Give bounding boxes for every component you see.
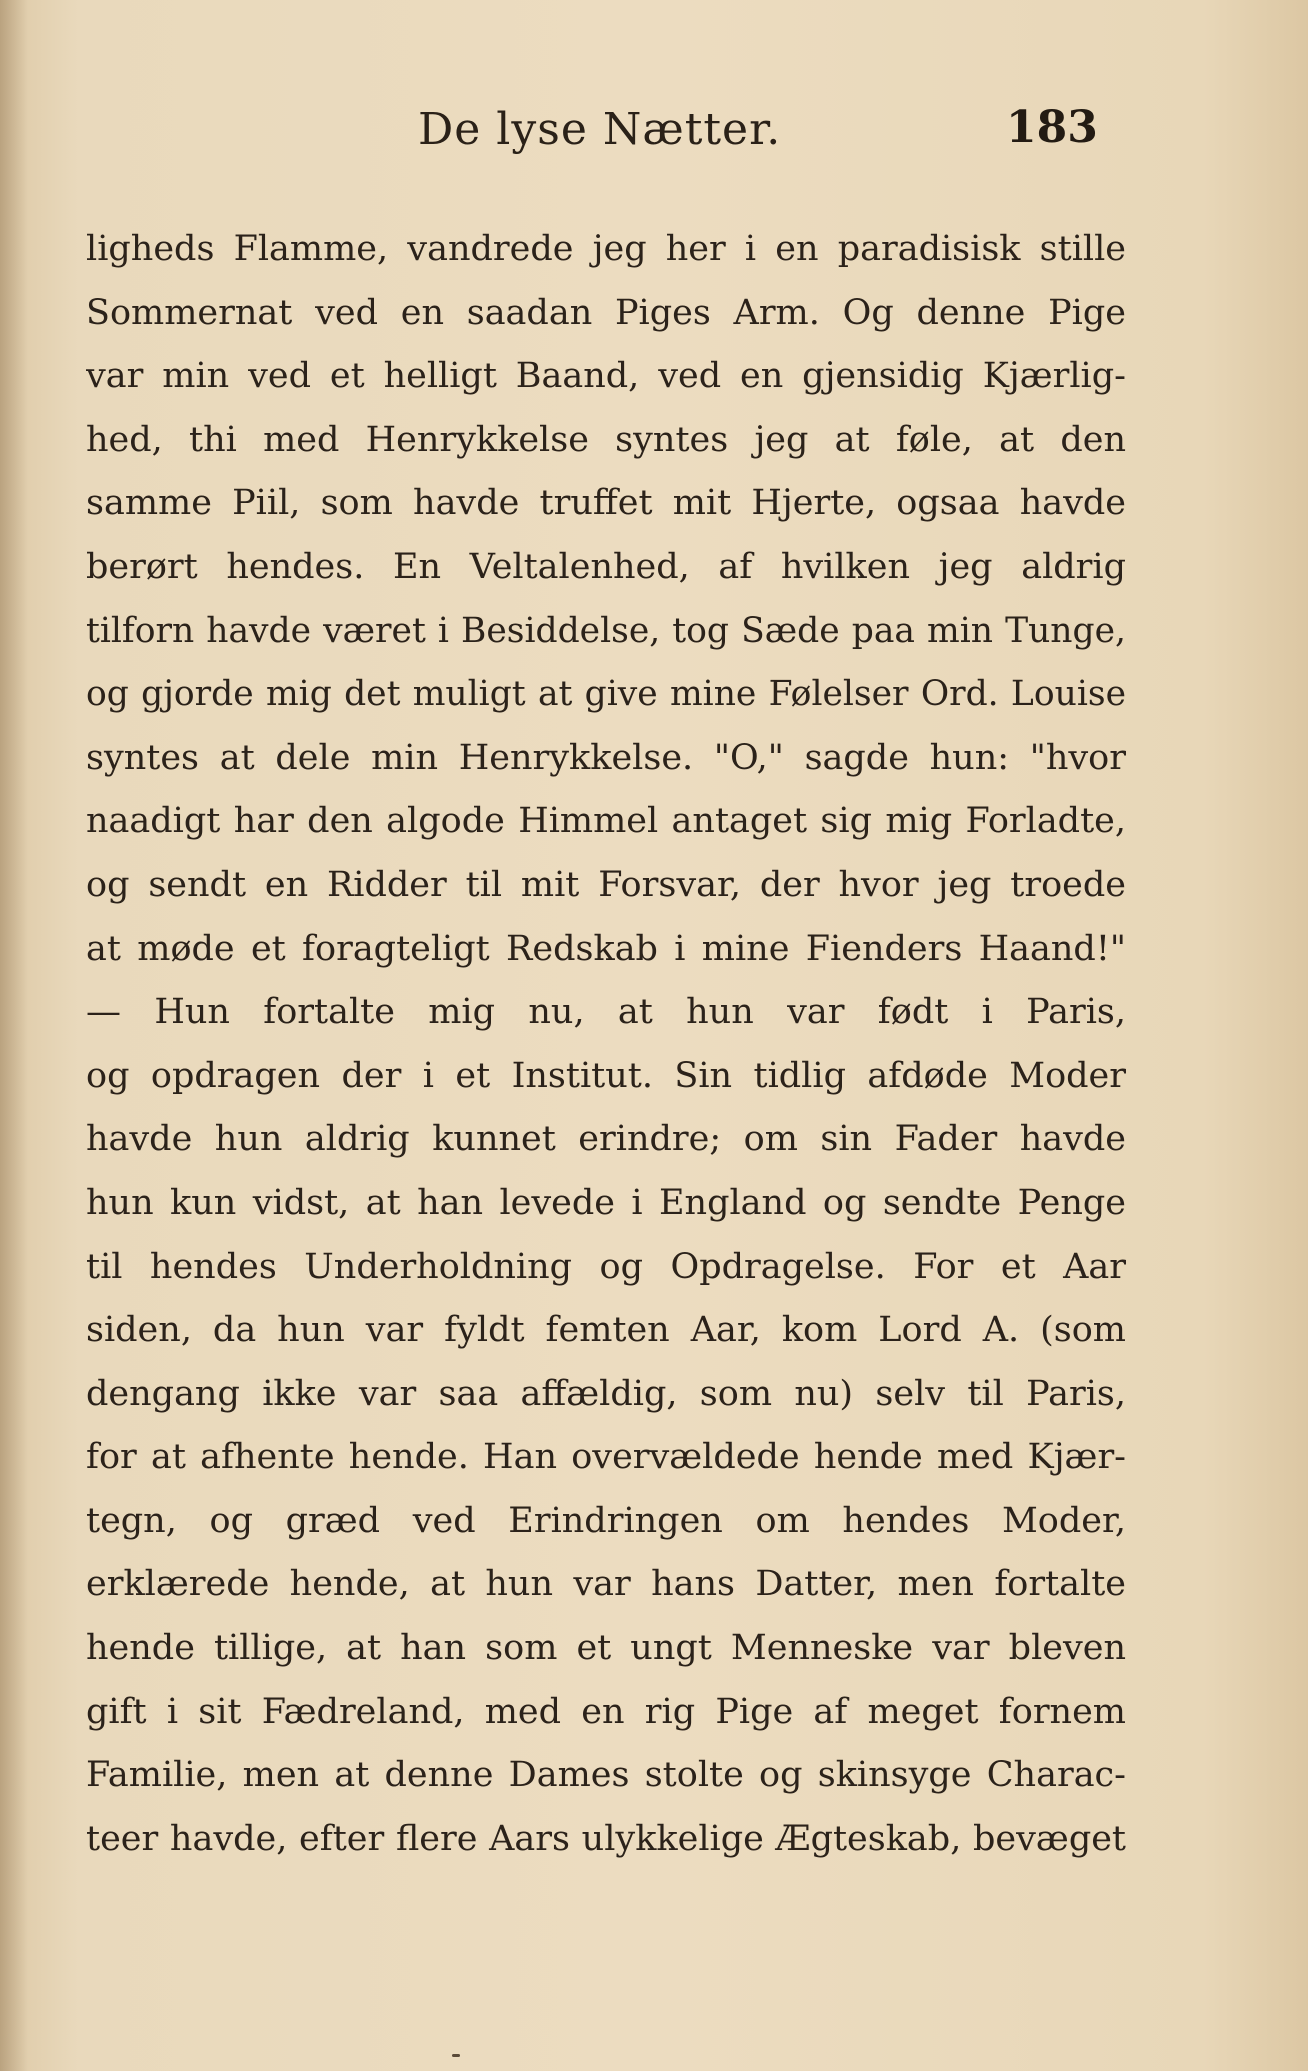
text-line: for at afhente hende. Han overvældede hende med Kjær- [86, 1437, 1126, 1478]
text-line: — Hun fortalte mig nu, at hun var født i Paris, [86, 992, 1126, 1033]
text-line: berørt hendes. En Veltalenhed, af hvilken jeg aldrig [86, 546, 1126, 587]
text-line: at møde et foragteligt Redskab i mine Fienders Haand!" [86, 928, 1126, 969]
text-line: Sommernat ved en saadan Piges Arm. Og denne Pige [86, 292, 1126, 333]
text-line: og gjorde mig det muligt at give mine Følelser Ord. Louise [86, 674, 1126, 715]
text-line: hende tillige, at han som et ungt Menneske var bleven [86, 1628, 1126, 1669]
running-title: De lyse Nætter. [418, 104, 782, 155]
text-line: naadigt har den algode Himmel antaget sig mig Forladte, [86, 801, 1126, 842]
text-line: samme Piil, som havde truffet mit Hjerte, ogsaa havde [86, 483, 1126, 524]
text-line: og opdragen der i et Institut. Sin tidlig afdøde Moder [86, 1055, 1126, 1096]
text-line: gift i sit Fædreland, med en rig Pige af meget fornem [86, 1691, 1126, 1732]
page-number: 183 [1006, 102, 1098, 153]
page-header [0, 96, 1308, 176]
text-line: erklærede hende, at hun var hans Datter, men fortalte [86, 1564, 1126, 1605]
text-line: var min ved et helligt Baand, ved en gjensidig Kjærlig- [86, 356, 1126, 397]
text-line: tilforn havde været i Besiddelse, tog Sæde paa min Tunge, [86, 610, 1126, 651]
text-line: hed, thi med Henrykkelse syntes jeg at føle, at den [86, 419, 1126, 460]
text-line: til hendes Underholdning og Opdragelse. For et Aar [86, 1246, 1126, 1287]
body-text [86, 218, 1126, 1871]
text-line: syntes at dele min Henrykkelse. "O," sagde hun: "hvor [86, 737, 1126, 778]
text-line: havde hun aldrig kunnet erindre; om sin Fader havde [86, 1119, 1126, 1160]
text-line: siden, da hun var fyldt femten Aar, kom Lord A. (som [86, 1310, 1126, 1351]
text-line: tegn, og græd ved Erindringen om hendes Moder, [86, 1500, 1126, 1541]
text-line: og sendt en Ridder til mit Forsvar, der hvor jeg troede [86, 864, 1126, 905]
text-line: hun kun vidst, at han levede i England og sendte Penge [86, 1182, 1126, 1223]
spine-shadow [0, 0, 28, 2071]
text-line: dengang ikke var saa affældig, som nu) selv til Paris, [86, 1373, 1126, 1414]
ink-speck [452, 2054, 460, 2057]
text-line: teer havde, efter flere Aars ulykkelige Ægteskab, bevæget [86, 1818, 1126, 1859]
text-line: Familie, men at denne Dames stolte og skinsyge Charac- [86, 1755, 1126, 1796]
text-line: ligheds Flamme, vandrede jeg her i en paradisisk stille [86, 229, 1126, 269]
